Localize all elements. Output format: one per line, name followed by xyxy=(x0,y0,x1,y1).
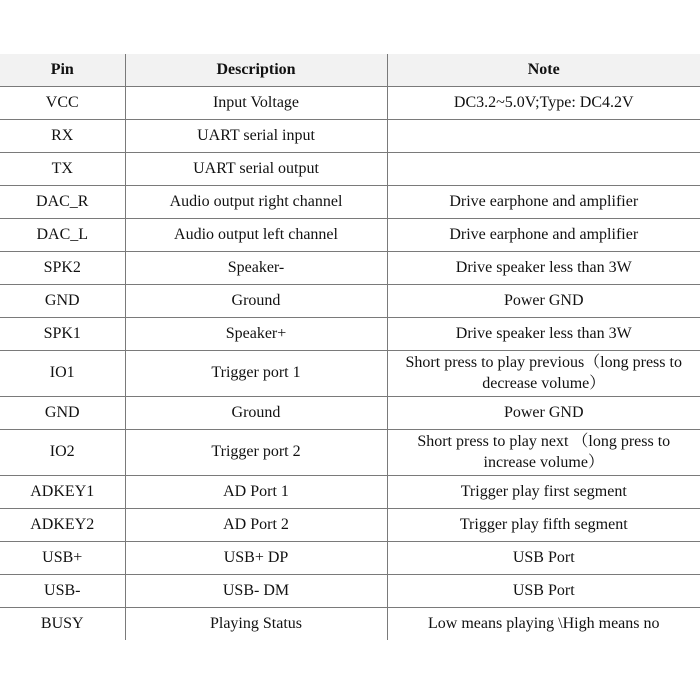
cell-note-text: Short press to play previous（long press to decrease volume） xyxy=(405,354,682,392)
cell-pin: BUSY xyxy=(0,607,125,640)
cell-note: Drive speaker less than 3W xyxy=(387,317,700,350)
cell-description: Speaker- xyxy=(125,251,387,284)
header-description: Description xyxy=(125,54,387,86)
table-row xyxy=(0,284,700,317)
cell-pin: TX xyxy=(0,152,125,185)
table-row xyxy=(0,475,700,508)
cell-note xyxy=(387,429,700,475)
cell-note: Trigger play first segment xyxy=(387,475,700,508)
cell-note: Drive speaker less than 3W xyxy=(387,251,700,284)
table-row xyxy=(0,317,700,350)
table-header xyxy=(0,54,700,86)
cell-pin: SPK1 xyxy=(0,317,125,350)
cell-note: Power GND xyxy=(387,284,700,317)
cell-description: UART serial output xyxy=(125,152,387,185)
cell-pin: IO2 xyxy=(0,429,125,475)
cell-description: AD Port 1 xyxy=(125,475,387,508)
cell-note xyxy=(387,350,700,396)
table-row xyxy=(0,508,700,541)
cell-note-text: Short press to play next （long press to increase volume） xyxy=(417,433,671,471)
cell-pin: RX xyxy=(0,119,125,152)
cell-pin: ADKEY2 xyxy=(0,508,125,541)
table-row xyxy=(0,429,700,475)
table-row xyxy=(0,251,700,284)
cell-description: AD Port 2 xyxy=(125,508,387,541)
table-row xyxy=(0,152,700,185)
cell-note: Power GND xyxy=(387,396,700,429)
table-row xyxy=(0,607,700,640)
cell-description: Audio output left channel xyxy=(125,218,387,251)
cell-pin: GND xyxy=(0,396,125,429)
cell-description: Input Voltage xyxy=(125,86,387,119)
cell-pin: USB- xyxy=(0,574,125,607)
pin-table-container xyxy=(0,54,700,641)
cell-pin: USB+ xyxy=(0,541,125,574)
pin-table xyxy=(0,54,700,641)
cell-description: Ground xyxy=(125,284,387,317)
cell-note: USB Port xyxy=(387,541,700,574)
table-row xyxy=(0,396,700,429)
table-body xyxy=(0,86,700,640)
table-row xyxy=(0,218,700,251)
cell-pin: SPK2 xyxy=(0,251,125,284)
cell-note: Drive earphone and amplifier xyxy=(387,185,700,218)
cell-description: Speaker+ xyxy=(125,317,387,350)
header-note: Note xyxy=(387,54,700,86)
cell-note: DC3.2~5.0V;Type: DC4.2V xyxy=(387,86,700,119)
cell-description: Trigger port 1 xyxy=(125,350,387,396)
cell-description: Trigger port 2 xyxy=(125,429,387,475)
cell-description: USB- DM xyxy=(125,574,387,607)
cell-note: Low means playing \High means no xyxy=(387,607,700,640)
table-row xyxy=(0,185,700,218)
cell-pin: IO1 xyxy=(0,350,125,396)
cell-description: USB+ DP xyxy=(125,541,387,574)
cell-note: Drive earphone and amplifier xyxy=(387,218,700,251)
cell-note: USB Port xyxy=(387,574,700,607)
cell-note: Trigger play fifth segment xyxy=(387,508,700,541)
cell-description: Ground xyxy=(125,396,387,429)
table-row xyxy=(0,350,700,396)
cell-description: Playing Status xyxy=(125,607,387,640)
cell-pin: DAC_R xyxy=(0,185,125,218)
cell-pin: ADKEY1 xyxy=(0,475,125,508)
header-pin: Pin xyxy=(0,54,125,86)
table-row xyxy=(0,541,700,574)
cell-note xyxy=(387,119,700,152)
cell-description: Audio output right channel xyxy=(125,185,387,218)
cell-pin: GND xyxy=(0,284,125,317)
cell-pin: DAC_L xyxy=(0,218,125,251)
header-row xyxy=(0,54,700,86)
table-row xyxy=(0,86,700,119)
table-row xyxy=(0,119,700,152)
table-row xyxy=(0,574,700,607)
cell-pin: VCC xyxy=(0,86,125,119)
cell-description: UART serial input xyxy=(125,119,387,152)
cell-note xyxy=(387,152,700,185)
